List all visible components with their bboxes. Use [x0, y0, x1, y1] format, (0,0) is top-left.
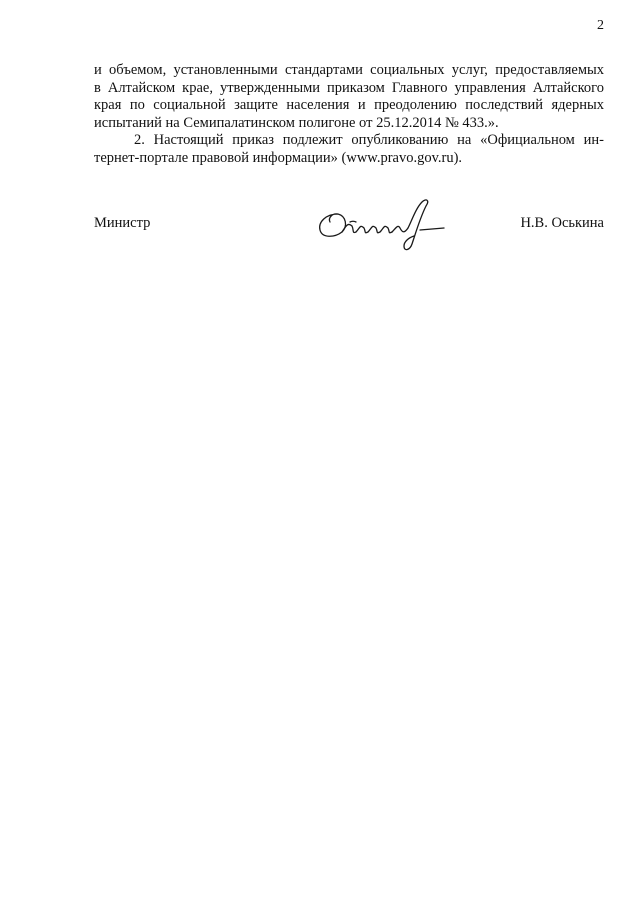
paragraph-2-line-1: 2. Настоящий приказ подлежит опубликованию на «Официальном ин-	[134, 132, 604, 148]
signature-block	[94, 212, 604, 262]
paragraph-1-line-3: края по социальной защите населения и преодолению последствий ядерных	[94, 97, 604, 113]
signer-name: Н.В. Оськина	[520, 215, 604, 231]
paragraph-2-line-2: тернет-портале правовой информации» (www.pravo.gov.ru).	[94, 149, 463, 166]
handwritten-signature	[312, 192, 452, 256]
page-number: 2	[597, 18, 604, 33]
document-body	[94, 62, 604, 167]
paragraph-1-line-4: испытаний на Семипалатинском полигоне от 25.12.2014 № 433.».	[94, 114, 499, 131]
paragraph-1-line-2: в Алтайском крае, утвержденными приказом Главного управления Алтайского	[94, 79, 604, 96]
signer-title: Министр	[94, 215, 151, 231]
paragraph-1-line-1: и объемом, установленными стандартами социальных услуг, предоставляемых	[94, 62, 604, 78]
